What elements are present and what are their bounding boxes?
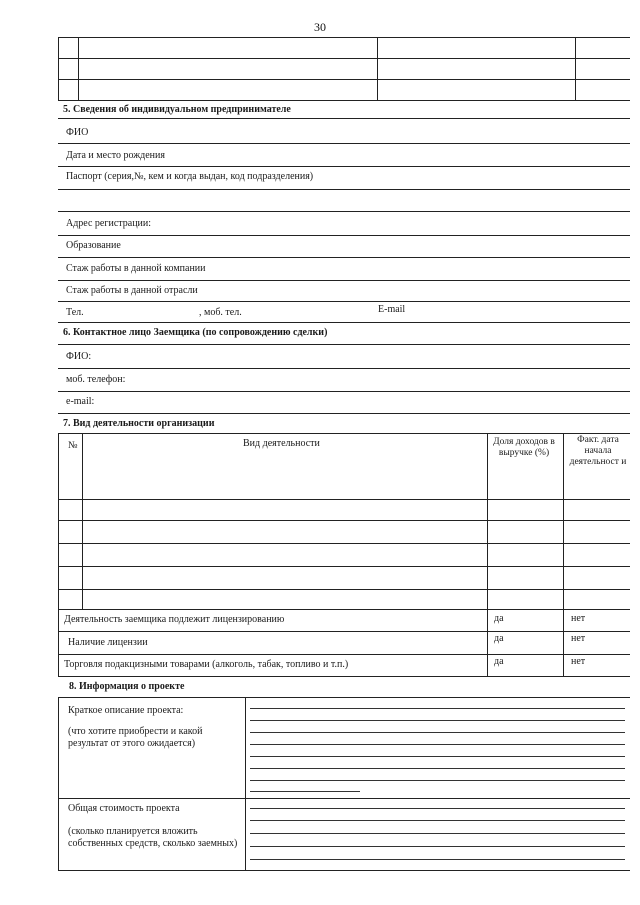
contact-fio-label: ФИО: xyxy=(66,351,92,362)
birth-label: Дата и место рождения xyxy=(66,150,165,161)
address-label: Адрес регистрации: xyxy=(66,218,152,229)
project-description-label: Краткое описание проекта: xyxy=(68,705,184,716)
fio-label: ФИО xyxy=(66,127,89,138)
cost-fill-line[interactable] xyxy=(250,846,625,847)
section-8-title: 8. Информация о проекте xyxy=(69,681,185,692)
license-yes: да xyxy=(494,633,504,644)
project-cost-label: Общая стоимость проекта xyxy=(68,803,180,814)
project-description-hint: (что хотите приобрести и какой результат от этого ожидается) xyxy=(68,726,203,749)
page-number: 30 xyxy=(314,20,326,34)
description-fill-line[interactable] xyxy=(250,780,625,781)
email-label: E-mail xyxy=(378,304,406,315)
mob-label: , моб. тел. xyxy=(199,307,242,318)
license-question: Наличие лицензии xyxy=(68,637,148,648)
licensing-yes: да xyxy=(494,613,504,624)
description-fill-line[interactable] xyxy=(250,756,625,757)
description-fill-line[interactable] xyxy=(250,744,625,745)
contact-email-label: e-mail: xyxy=(66,396,95,407)
exp-industry-label: Стаж работы в данной отрасли xyxy=(66,285,198,296)
excise-no: нет xyxy=(571,656,586,667)
licensing-no: нет xyxy=(571,613,586,624)
excise-yes: да xyxy=(494,656,504,667)
project-cost-hint: (сколько планируется вложить собственных средств, сколько заемных) xyxy=(68,826,238,849)
description-fill-line[interactable] xyxy=(250,708,625,709)
section-6-title: 6. Контактное лицо Заемщика (по сопровождению сделки) xyxy=(63,327,328,338)
license-no: нет xyxy=(571,633,586,644)
cost-fill-line[interactable] xyxy=(250,808,625,809)
description-fill-line[interactable] xyxy=(250,768,625,769)
cost-fill-line[interactable] xyxy=(250,820,625,821)
tel-label: Тел. xyxy=(66,307,84,318)
licensing-question: Деятельность заемщика подлежит лицензированию xyxy=(64,614,285,625)
cost-fill-line[interactable] xyxy=(250,833,625,834)
description-fill-line[interactable] xyxy=(250,720,625,721)
passport-label: Паспорт (серия,№, кем и когда выдан, код подразделения) xyxy=(66,171,314,182)
cost-fill-line[interactable] xyxy=(250,859,625,860)
section-7-title: 7. Вид деятельности организации xyxy=(63,418,215,429)
section-5-title: 5. Сведения об индивидуальном предпринимателе xyxy=(63,104,291,115)
col-number-header: № xyxy=(68,440,78,451)
excise-question: Торговля подакцизными товарами (алкоголь, табак, топливо и т.п.) xyxy=(64,659,349,670)
education-label: Образование xyxy=(66,240,121,251)
description-fill-line[interactable] xyxy=(250,732,625,733)
exp-company-label: Стаж работы в данной компании xyxy=(66,263,206,274)
col-date-header: Факт. дата начала деятельност и xyxy=(569,435,627,467)
col-activity-header: Вид деятельности xyxy=(243,438,320,449)
contact-phone-label: моб. телефон: xyxy=(66,374,126,385)
col-share-header: Доля доходов в выручке (%) xyxy=(493,437,555,458)
description-fill-line[interactable] xyxy=(250,791,360,792)
